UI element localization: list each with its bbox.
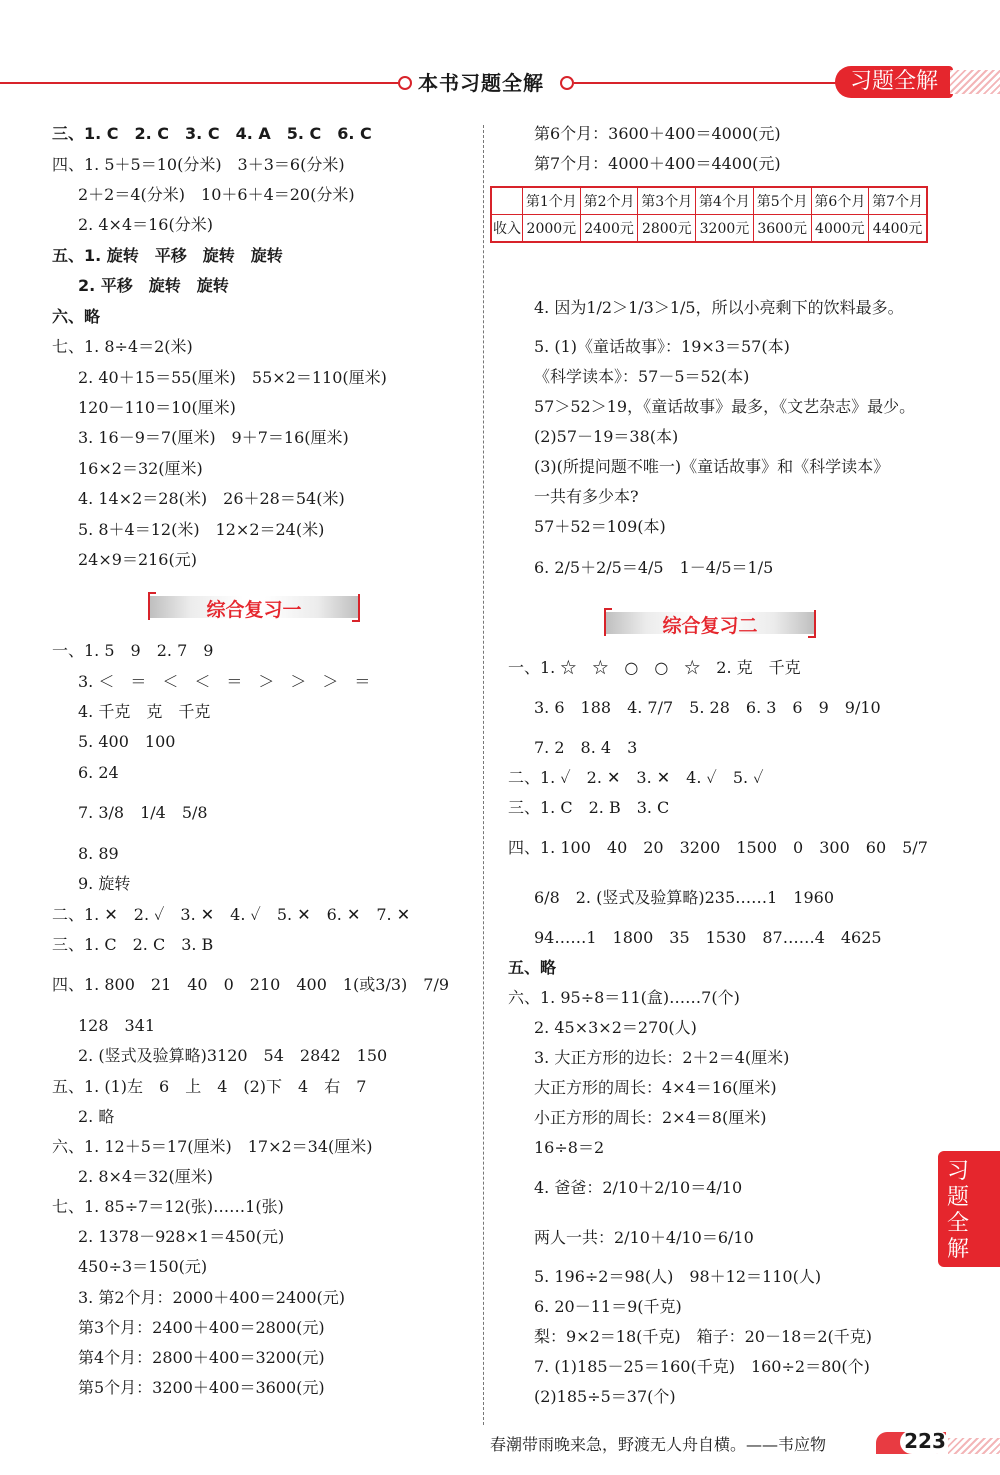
table-cell: 3600元 — [753, 215, 811, 243]
answer-line: 450÷3＝150(元) — [78, 1257, 208, 1276]
answer-line: 四、1. 800 21 40 0 210 400 1(或3/3) 7/9 — [52, 975, 450, 994]
answer-line: 2. 8×4＝32(厘米) — [78, 1167, 213, 1186]
table-cell: 3200元 — [696, 215, 754, 243]
header-dot-right — [560, 76, 574, 90]
answer-line: 3. 大正方形的边长：2＋2＝4(厘米) — [534, 1048, 790, 1067]
answer-line: 4. 14×2＝28(米) 26＋28＝54(米) — [78, 489, 345, 508]
answer-line: 2. (竖式及验算略)3120 54 2842 150 — [78, 1046, 388, 1065]
answer-line: 8. 89 — [78, 844, 119, 863]
answer-line: 5. (1)《童话故事》：19×3＝57(本) — [534, 337, 790, 356]
answer-line: 3. 第2个月：2000＋400＝2400(元) — [78, 1288, 345, 1307]
table-row-label: 收入 — [491, 215, 523, 243]
table-header-cell: 第1个月 — [523, 187, 581, 215]
side-tab-char: 题 — [946, 1185, 969, 1210]
answer-line: 2. 平移 旋转 旋转 — [78, 276, 229, 295]
answer-line: 大正方形的周长：4×4＝16(厘米) — [534, 1078, 777, 1097]
page-header-title: 本书习题全解 — [418, 71, 544, 95]
answer-line: 四、1. 5＋5＝10(分米) 3＋3＝6(分米) — [52, 155, 345, 174]
answer-line: 七、1. 85÷7＝12(张)……1(张) — [52, 1197, 284, 1216]
answer-line: 57＋52＝109(本) — [534, 517, 666, 536]
answer-line: 2. 略 — [78, 1107, 115, 1126]
answer-line: 二、1. ✓ 2. ✕ 3. ✕ 4. ✓ 5. ✓ — [508, 768, 764, 787]
table-cell: 2400元 — [580, 215, 638, 243]
answer-line: 梨：9×2＝18(千克) 箱子：20－18＝2(千克) — [534, 1327, 872, 1346]
column-divider — [483, 125, 484, 1425]
answer-line: 16×2＝32(厘米) — [78, 459, 203, 478]
answer-line: 5. 8＋4＝12(米) 12×2＝24(米) — [78, 520, 325, 539]
table-cell: 4000元 — [811, 215, 869, 243]
answer-line: 4. 因为1/2＞1/3＞1/5，所以小亮剩下的饮料最多。 — [534, 298, 904, 317]
answer-line: 一、1. 5 9 2. 7 9 — [52, 641, 214, 660]
answer-line: (2)185÷5＝37(个) — [534, 1387, 676, 1406]
table-header-cell: 第6个月 — [811, 187, 869, 215]
table-header-cell: 第2个月 — [580, 187, 638, 215]
answer-line: 2. 45×3×2＝270(人) — [534, 1018, 697, 1037]
section-title: 综合复习一 — [206, 599, 302, 621]
answer-line: 9. 旋转 — [78, 874, 131, 893]
answer-line: 3. 16－9＝7(厘米) 9＋7＝16(厘米) — [78, 428, 349, 447]
answer-line: 三、1. C 2. B 3. C — [508, 798, 670, 817]
section-heading-review-2 — [604, 608, 816, 638]
answer-line: 第6个月：3600＋400＝4000(元) — [534, 124, 781, 143]
answer-line: 七、1. 8÷4＝2(米) — [52, 337, 193, 356]
income-table — [490, 186, 928, 243]
answer-line: 五、略 — [508, 958, 557, 977]
header-rule-left — [0, 82, 398, 84]
answer-line: 六、1. 95÷8＝11(盒)……7(个) — [508, 988, 740, 1007]
footer-quote: 春潮带雨晚来急，野渡无人舟自横。——韦应物 — [490, 1435, 827, 1454]
side-tab-char: 解 — [946, 1237, 969, 1262]
side-tab-char: 全 — [946, 1211, 969, 1236]
answer-line: (2)57－19＝38(本) — [534, 427, 679, 446]
section-heading-review-1 — [148, 592, 360, 622]
answer-line: 6. 2/5＋2/5＝4/5 1－4/5＝1/5 — [534, 558, 774, 577]
page-number: 223 — [904, 1429, 946, 1453]
table-cell: 2800元 — [638, 215, 696, 243]
header-dot-left — [398, 76, 412, 90]
answer-line: 六、1. 12＋5＝17(厘米) 17×2＝34(厘米) — [52, 1137, 373, 1156]
answer-line: (3)(所提问题不唯一)《童话故事》和《科学读本》 — [534, 457, 890, 476]
answer-line: 《科学读本》：57－5＝52(本) — [534, 367, 750, 386]
answer-line: 3. ＜ ＝ ＜ ＜ ＝ ＞ ＞ ＞ ＝ — [78, 672, 371, 691]
answer-line: 57＞52＞19，《童话故事》最多，《文艺杂志》最少。 — [534, 397, 916, 416]
answer-line: 6. 24 — [78, 763, 119, 782]
answer-line: 2. 4×4＝16(分米) — [78, 215, 213, 234]
table-header-cell: 第5个月 — [753, 187, 811, 215]
header-tag: 习题全解 — [835, 66, 953, 98]
answer-line: 24×9＝216(元) — [78, 550, 197, 569]
answer-line: 5. 400 100 — [78, 732, 176, 751]
answer-line: 6. 20－11＝9(千克) — [534, 1297, 682, 1316]
table-header-cell: 第4个月 — [696, 187, 754, 215]
answer-line: 第3个月：2400＋400＝2800(元) — [78, 1318, 325, 1337]
answer-line: 2＋2＝4(分米) 10＋6＋4＝20(分米) — [78, 185, 355, 204]
table-corner-cell — [491, 187, 523, 215]
table-row — [491, 215, 927, 243]
footer-hatch — [948, 1438, 1000, 1454]
answer-line: 3. 6 188 4. 7/7 5. 28 6. 3 6 9 9/10 — [534, 698, 881, 717]
answer-line: 一共有多少本? — [534, 487, 639, 506]
answer-line: 16÷8＝2 — [534, 1138, 605, 1157]
answer-line: 2. 40＋15＝55(厘米) 55×2＝110(厘米) — [78, 368, 387, 387]
answer-line: 一、1. ☆ ☆ ○ ○ ☆ 2. 克 千克 — [508, 658, 801, 677]
answer-line: 94……1 1800 35 1530 87……4 4625 — [534, 928, 882, 947]
header-hatch — [950, 70, 1000, 94]
answer-line: 五、1. (1)左 6 上 4 (2)下 4 右 7 — [52, 1077, 367, 1096]
answer-line: 7. 3/8 1/4 5/8 — [78, 803, 208, 822]
answer-line: 第4个月：2800＋400＝3200(元) — [78, 1348, 325, 1367]
answer-line: 7. 2 8. 4 3 — [534, 738, 638, 757]
table-header-cell: 第7个月 — [869, 187, 927, 215]
answer-line: 小正方形的周长：2×4＝8(厘米) — [534, 1108, 767, 1127]
table-row — [491, 187, 927, 215]
answer-line: 五、1. 旋转 平移 旋转 旋转 — [52, 246, 283, 265]
answer-line: 六、略 — [52, 307, 101, 326]
answer-line: 7. (1)185－25＝160(千克) 160÷2＝80(个) — [534, 1357, 870, 1376]
answer-line: 4. 爸爸：2/10＋2/10＝4/10 — [534, 1178, 743, 1197]
answer-line: 第5个月：3200＋400＝3600(元) — [78, 1378, 325, 1397]
section-title: 综合复习二 — [662, 615, 758, 637]
answer-line: 2. 1378－928×1＝450(元) — [78, 1227, 285, 1246]
answer-line: 6/8 2. (竖式及验算略)235……1 1960 — [534, 888, 835, 907]
answer-line: 二、1. ✕ 2. ✓ 3. ✕ 4. ✓ 5. ✕ 6. ✕ 7. ✕ — [52, 905, 411, 924]
answer-line: 120－110＝10(厘米) — [78, 398, 236, 417]
table-cell: 2000元 — [523, 215, 581, 243]
table-cell: 4400元 — [869, 215, 927, 243]
answer-line: 第7个月：4000＋400＝4400(元) — [534, 154, 781, 173]
answer-line: 四、1. 100 40 20 3200 1500 0 300 60 5/7 — [508, 838, 928, 857]
answer-line: 128 341 — [78, 1016, 156, 1035]
answer-line: 三、1. C 2. C 3. B — [52, 935, 214, 954]
answer-line: 5. 196÷2＝98(人) 98＋12＝110(人) — [534, 1267, 822, 1286]
answer-line: 4. 千克 克 千克 — [78, 702, 211, 721]
table-header-cell: 第3个月 — [638, 187, 696, 215]
answer-line: 三、1. C 2. C 3. C 4. A 5. C 6. C — [52, 124, 372, 143]
answer-line: 两人一共：2/10＋4/10＝6/10 — [534, 1228, 754, 1247]
header-rule-right — [574, 82, 836, 84]
side-tab-answers — [938, 1151, 1000, 1267]
side-tab-char: 习 — [946, 1159, 969, 1184]
